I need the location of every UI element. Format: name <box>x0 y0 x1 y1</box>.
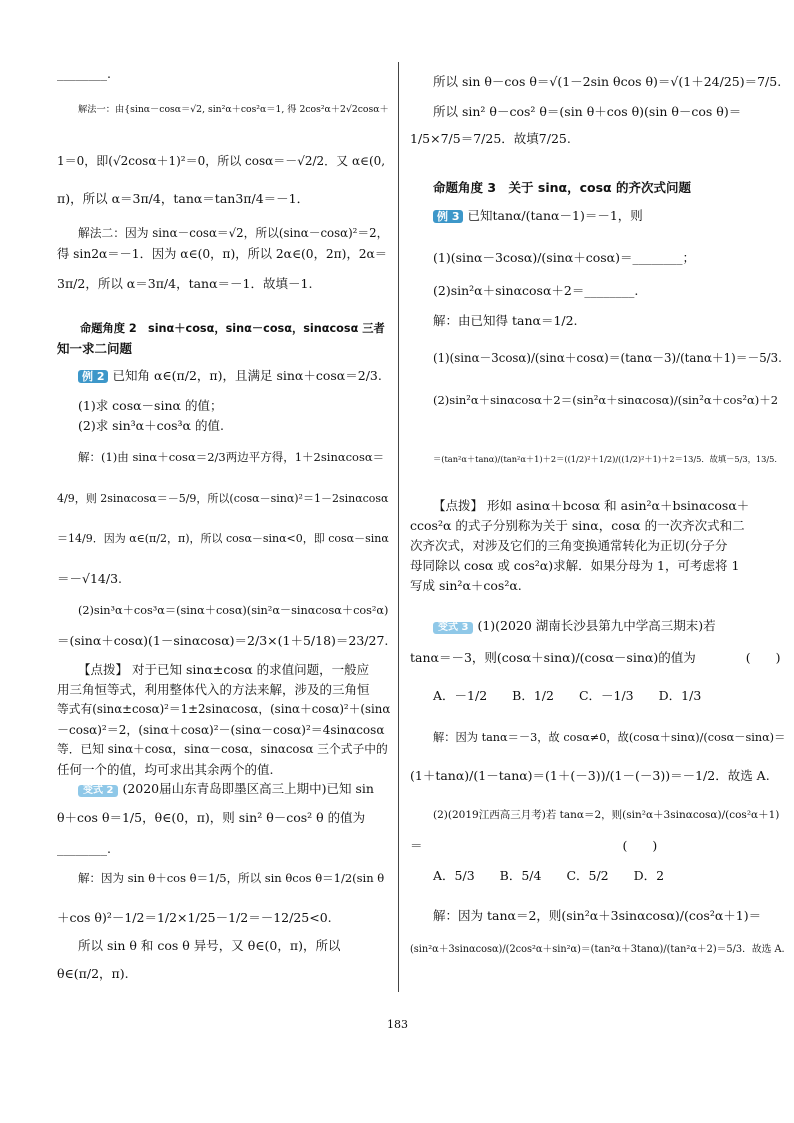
tip-line: 【点拨】 形如 asinα＋bcosα 和 asin²α＋bsinαcosα＋ <box>433 498 750 513</box>
text-line: (2)(2019江西高三月考)若 tanα＝2，则(sin²α＋3sinαcosα)/(cos²α＋1) <box>433 809 780 821</box>
choices-line: A．－1/2 B．1/2 C．－1/3 D．1/3 <box>433 688 702 703</box>
text-line: (2)sin²α＋sinαcosα＋2＝________. <box>433 283 639 298</box>
tip-line: 母同除以 cosα 或 cos²α)求解．如果分母为 1，可考虑将 1 <box>410 558 740 573</box>
example-line <box>433 210 643 223</box>
section-heading: 命题角度 2 sinα＋cosα，sinα－cosα，sinαcosα 三者 <box>80 322 385 335</box>
text-line: (1＋tanα)/(1－tanα)＝(1＋(－3))/(1－(－3))＝－1/2．故选 A. <box>410 768 770 783</box>
example-text: 已知tanα/(tanα－1)＝－1，则 <box>467 208 643 223</box>
tip-line: 等．已知 sinα＋cosα，sinα－cosα，sinαcosα 三个式子中的 <box>57 742 388 756</box>
tip-line: 用三角恒等式，利用整体代入的方法来解，涉及的三角恒 <box>57 682 370 697</box>
text-line: 解：(1)由 sinα＋cosα＝2/3两边平方得，1＋2sinαcosα＝ <box>78 450 385 464</box>
tip-line: 任何一个的值，均可求出其余两个的值. <box>57 762 274 777</box>
tip-line: 等式有(sinα±cosα)²＝1±2sinαcosα，(sinα＋cosα)²＋(sinα <box>57 702 391 716</box>
text-line: ＝－√14/3. <box>57 571 123 586</box>
section-heading: 命题角度 3 关于 sinα，cosα 的齐次式问题 <box>433 180 691 195</box>
example-badge: 例 3 <box>433 210 463 223</box>
text-line: θ∈(π/2，π). <box>57 966 129 981</box>
text-line: (1)求 cosα－sinα 的值； <box>78 398 223 413</box>
choices-line: A．5/3 B．5/4 C．5/2 D．2 <box>433 868 665 883</box>
variant-text: (1)(2020 湖南长沙县第九中学高三期末)若 <box>477 618 716 633</box>
example-text: 已知角 α∈(π/2，π)，且满足 sinα＋cosα＝2/3. <box>112 368 382 383</box>
answer-blank: ________. <box>57 841 111 856</box>
text-line: ＝(sinα＋cosα)(1－sinαcosα)＝2/3×(1＋5/18)＝23/27. <box>57 633 389 648</box>
text-line: 所以 sin θ 和 cos θ 异号，又 θ∈(0，π)，所以 <box>78 938 341 953</box>
example-badge: 例 2 <box>78 370 108 383</box>
text-line: 解：因为 tanα＝－3，故 cosα≠0，故(cosα＋sinα)/(cosα－sinα)＝ <box>433 731 786 744</box>
tip-line: 【点拨】 对于已知 sinα±cosα 的求值问题，一般应 <box>78 662 370 677</box>
text-line: (2)sin²α＋sinαcosα＋2＝(sin²α＋sinαcosα)/(sin²α＋cos²α)＋2 <box>433 393 779 407</box>
text-line: 4/9，则 2sinαcosα＝－5/9，所以(cosα－sinα)²＝1－2sinαcosα <box>57 492 389 505</box>
text-line: ＝14/9．因为 α∈(π/2，π)，所以 cosα－sinα<0，即 cosα－sinα <box>57 532 389 545</box>
text-line: 得 sin2α＝－1．因为 α∈(0，π)，所以 2α∈(0，2π)，2α＝ <box>57 247 388 261</box>
text-line: 3π/2，所以 α＝3π/4，tanα＝－1．故填－1. <box>57 276 313 291</box>
answer-blank: ________. <box>57 66 111 81</box>
text-line: tanα＝－3，则(cosα＋sinα)/(cosα－sinα)的值为 ( ) <box>410 650 781 665</box>
text-line: 解：由已知得 tanα＝1/2. <box>433 313 578 328</box>
text-line: ＝ ( ) <box>410 838 658 853</box>
tip-line: －cosα)²＝2，(sinα＋cosα)²－(sinα－cosα)²＝4sinαcosα <box>57 723 385 737</box>
text-line: 所以 sin² θ－cos² θ＝(sin θ＋cos θ)(sin θ－cos θ)＝ <box>433 104 742 119</box>
page-number: 183 <box>387 1018 408 1031</box>
tip-line: 写成 sin²α＋cos²α. <box>410 578 522 593</box>
text-line: 1＝0，即(√2cosα＋1)²＝0，所以 cosα＝－√2/2．又 α∈(0, <box>57 154 386 168</box>
text-line: 解：因为 tanα＝2，则(sin²α＋3sinαcosα)/(cos²α＋1)＝ <box>433 908 762 923</box>
section-heading: 知一求二问题 <box>57 341 133 356</box>
text-line: 解：因为 sin θ＋cos θ＝1/5，所以 sin θcos θ＝1/2(sin θ <box>78 871 385 885</box>
text-line: ＋cos θ)²－1/2＝1/2×1/25－1/2＝－12/25<0. <box>57 910 332 925</box>
text-line: (sin²α＋3sinαcosα)/(2cos²α＋sin²α)＝(tan²α＋3tanα)/(tan²α＋2)＝5/3．故选 A. <box>410 944 785 955</box>
text-line: 解法二：因为 sinα－cosα＝√2，所以(sinα－cosα)²＝2， <box>78 226 389 240</box>
text-line: 所以 sin θ－cos θ＝√(1－2sin θcos θ)＝√(1＋24/25)＝7/5. <box>433 74 782 89</box>
variant-line <box>433 620 716 634</box>
text-line: 1/5×7/5＝7/25．故填7/25. <box>410 131 571 146</box>
text-line: (1)(sinα－3cosα)/(sinα＋cosα)＝(tanα－3)/(tanα＋1)＝－5/3. <box>433 351 782 365</box>
example-line <box>78 370 382 383</box>
column-divider <box>398 62 399 992</box>
text-line: θ＋cos θ＝1/5，θ∈(0，π)，则 sin² θ－cos² θ 的值为 <box>57 810 366 825</box>
variant-badge: 变式 3 <box>433 622 473 634</box>
tip-line: ccos²α 的式子分别称为关于 sinα，cosα 的一次齐次式和二 <box>410 518 745 533</box>
variant-line <box>78 783 374 797</box>
text-line: π)，所以 α＝3π/4，tanα＝tan3π/4＝－1． <box>57 191 310 206</box>
text-line: (2)sin³α＋cos³α＝(sinα＋cosα)(sin²α－sinαcosα＋cos²α) <box>78 604 389 617</box>
text-line: 解法一：由{sinα－cosα＝√2, sin²α＋cos²α＝1, 得 2cos²α＋2√2cosα＋ <box>78 104 389 115</box>
tip-line: 次齐次式，对涉及它们的三角变换通常转化为正切(分子分 <box>410 538 728 553</box>
variant-badge: 变式 2 <box>78 785 118 797</box>
text-line: (1)(sinα－3cosα)/(sinα＋cosα)＝________； <box>433 250 695 265</box>
variant-text: (2020届山东青岛即墨区高三上期中)已知 sin <box>122 781 374 796</box>
text-line: (2)求 sin³α＋cos³α 的值. <box>78 418 224 433</box>
text-line: ＝(tan²α＋tanα)/(tan²α＋1)＋2＝((1/2)²＋1/2)/((1/2)²＋1)＋2＝13/5．故填－5/3，13/5. <box>433 454 778 464</box>
